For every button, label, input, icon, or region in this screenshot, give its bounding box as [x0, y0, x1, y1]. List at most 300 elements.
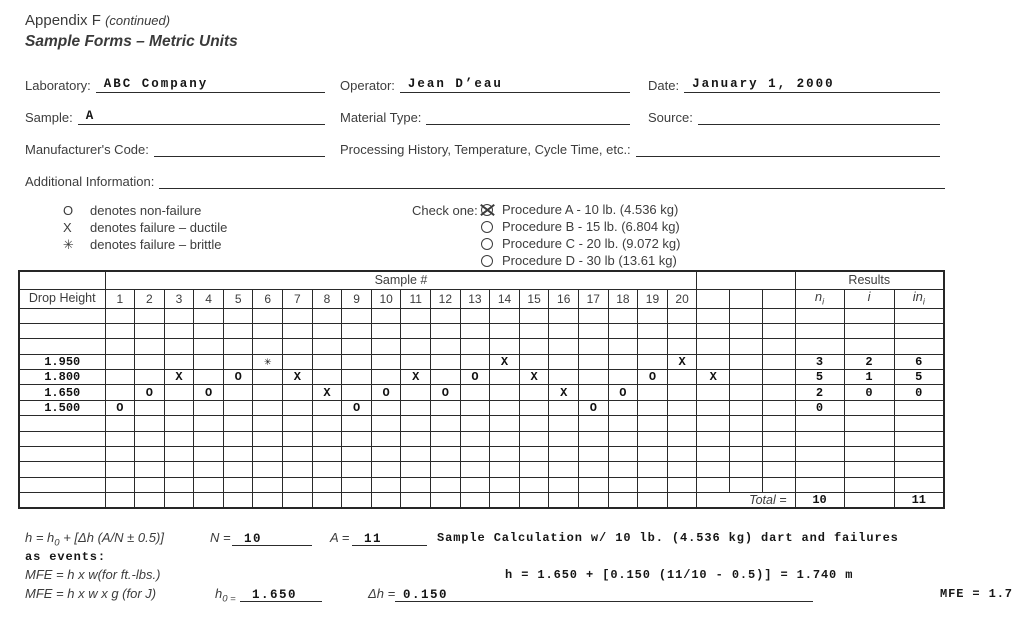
sample-cell: O — [579, 400, 609, 415]
sample-cell — [223, 308, 253, 323]
sample-cell — [135, 308, 165, 323]
sample-column-header: 14 — [490, 289, 520, 308]
sample-cell — [730, 447, 763, 462]
sample-cell — [490, 339, 520, 354]
result-cell — [844, 400, 894, 415]
sample-cell — [223, 431, 253, 446]
result-cell — [894, 431, 944, 446]
n-label: N = — [210, 530, 231, 545]
sample-cell — [697, 462, 730, 477]
sample-column-header: 6 — [253, 289, 283, 308]
drop-height-cell — [19, 477, 105, 492]
field-sample — [25, 108, 325, 125]
sample-cell — [253, 416, 283, 431]
sample-cell — [730, 370, 763, 385]
sample-value: A — [85, 109, 96, 123]
sample-cell — [460, 477, 490, 492]
date-label: Date: — [648, 78, 680, 93]
sample-cell — [460, 385, 490, 400]
sample-cell — [371, 462, 401, 477]
sample-cell — [283, 339, 313, 354]
total-cell: 11 — [894, 493, 944, 508]
results-column-header: $in_i$ — [894, 289, 944, 308]
sample-column-header: 13 — [460, 289, 490, 308]
sample-cell — [667, 477, 697, 492]
sample-cell — [105, 493, 135, 508]
sample-cell — [762, 339, 795, 354]
drop-height-cell: 1.650 — [19, 385, 105, 400]
sample-cell — [697, 431, 730, 446]
sample-cell — [164, 308, 194, 323]
sample-column-header: 10 — [371, 289, 401, 308]
sample-cell — [312, 370, 342, 385]
sample-cell — [460, 431, 490, 446]
result-cell: 0 — [844, 385, 894, 400]
sample-cell — [371, 323, 401, 338]
sample-cell — [608, 370, 638, 385]
sample-cell — [519, 400, 549, 415]
sample-cell — [371, 431, 401, 446]
sample-cell — [312, 339, 342, 354]
sample-cell — [194, 370, 224, 385]
sample-cell: X — [490, 354, 520, 369]
staircase-formula — [25, 530, 164, 549]
result-cell — [795, 447, 844, 462]
sample-cell — [730, 400, 763, 415]
total-label: Total = — [697, 493, 795, 508]
sample-cell — [105, 385, 135, 400]
sample-column-header: 19 — [638, 289, 668, 308]
total-cell — [844, 493, 894, 508]
sample-calculation-title-cont: as events: — [25, 550, 107, 564]
sample-cell — [697, 323, 730, 338]
sample-cell — [697, 385, 730, 400]
sample-cell — [401, 339, 431, 354]
sample-column-header: 12 — [431, 289, 461, 308]
sample-cell — [253, 308, 283, 323]
sample-cell — [730, 477, 763, 492]
sample-cell — [638, 323, 668, 338]
drop-height-cell — [19, 308, 105, 323]
sample-cell — [401, 308, 431, 323]
a-value: 11 — [364, 532, 383, 546]
sample-cell: X — [312, 385, 342, 400]
sample-cell — [460, 447, 490, 462]
sample-cell — [730, 462, 763, 477]
sample-cell — [431, 339, 461, 354]
drop-height-cell — [19, 416, 105, 431]
sample-cell — [105, 370, 135, 385]
laboratory-line — [96, 75, 325, 93]
sample-cell — [730, 308, 763, 323]
sample-cell — [371, 493, 401, 508]
operator-value: Jean D’eau — [407, 77, 503, 91]
sample-cell — [667, 462, 697, 477]
field-date — [648, 76, 940, 93]
result-cell — [894, 339, 944, 354]
sample-cell: X — [283, 370, 313, 385]
sample-cell — [105, 354, 135, 369]
sample-cell — [223, 447, 253, 462]
sample-cell: O — [608, 385, 638, 400]
sample-cell: X — [697, 370, 730, 385]
result-cell: 2 — [844, 354, 894, 369]
sample-cell — [638, 400, 668, 415]
sample-cell — [135, 447, 165, 462]
sample-cell — [105, 308, 135, 323]
sample-cell — [762, 431, 795, 446]
sample-cell — [312, 400, 342, 415]
result-cell — [844, 339, 894, 354]
sample-cell — [490, 462, 520, 477]
sample-cell — [431, 370, 461, 385]
sample-cell — [401, 477, 431, 492]
legend-item — [63, 220, 227, 235]
sample-cell: X — [519, 370, 549, 385]
result-cell: 0 — [894, 385, 944, 400]
procedure-option-text: Procedure A - 10 lb. (4.536 kg) — [502, 202, 679, 217]
sample-cell — [431, 493, 461, 508]
result-cell — [894, 416, 944, 431]
drop-height-cell — [19, 493, 105, 508]
additional-information-line — [159, 171, 945, 189]
result-cell — [795, 339, 844, 354]
sample-cell — [460, 354, 490, 369]
sample-cell: X — [164, 370, 194, 385]
sample-cell — [223, 493, 253, 508]
sample-cell — [223, 323, 253, 338]
legend-symbol: X — [63, 220, 72, 235]
sample-cell — [519, 339, 549, 354]
sample-cell — [342, 339, 372, 354]
sample-cell — [490, 308, 520, 323]
sample-cell — [519, 354, 549, 369]
sample-cell: X — [549, 385, 579, 400]
sample-cell — [667, 416, 697, 431]
sample-cell — [579, 431, 609, 446]
sample-cell — [342, 462, 372, 477]
result-cell: 6 — [894, 354, 944, 369]
sample-cell — [164, 447, 194, 462]
a-label: A = — [330, 530, 350, 545]
sample-cell — [223, 462, 253, 477]
sample-cell — [667, 493, 697, 508]
result-cell — [795, 416, 844, 431]
field-operator — [340, 76, 630, 93]
sample-cell — [223, 354, 253, 369]
sample-cell — [164, 462, 194, 477]
sample-cell — [135, 354, 165, 369]
result-cell — [894, 323, 944, 338]
sample-cell — [667, 447, 697, 462]
sample-cell — [431, 431, 461, 446]
sample-cell — [460, 339, 490, 354]
sample-cell — [253, 370, 283, 385]
sample-column-header: 5 — [223, 289, 253, 308]
sample-cell — [519, 416, 549, 431]
sample-cell — [135, 493, 165, 508]
result-cell — [894, 462, 944, 477]
formula-text: + [Δh (A/N ± 0.5)] — [59, 530, 164, 545]
legend-text: denotes failure – brittle — [90, 237, 222, 252]
sample-cell — [638, 431, 668, 446]
sample-cell — [638, 493, 668, 508]
sample-cell — [730, 339, 763, 354]
result-cell — [844, 323, 894, 338]
sample-column-header: 11 — [401, 289, 431, 308]
sample-cell — [697, 339, 730, 354]
sample-cell — [608, 339, 638, 354]
sample-cell — [135, 416, 165, 431]
sample-cell — [608, 323, 638, 338]
sample-cell — [460, 308, 490, 323]
sample-cell — [519, 431, 549, 446]
sample-cell — [342, 416, 372, 431]
sample-column-header: 15 — [519, 289, 549, 308]
sample-cell: O — [194, 385, 224, 400]
sample-cell — [253, 431, 283, 446]
sample-cell — [194, 462, 224, 477]
sample-cell — [431, 323, 461, 338]
sample-cell — [283, 385, 313, 400]
sample-cell — [194, 323, 224, 338]
sample-cell — [283, 493, 313, 508]
procedure-option-text: Procedure B - 15 lb. (6.804 kg) — [502, 219, 680, 234]
legend-text: denotes failure – ductile — [90, 220, 228, 235]
sample-cell — [253, 493, 283, 508]
sample-cell — [342, 493, 372, 508]
sample-cell — [223, 477, 253, 492]
sample-cell — [371, 400, 401, 415]
sample-cell — [608, 493, 638, 508]
sample-cell — [342, 431, 372, 446]
sample-cell — [519, 447, 549, 462]
sample-cell — [164, 477, 194, 492]
sample-cell — [762, 354, 795, 369]
result-cell: 3 — [795, 354, 844, 369]
sample-cell: X — [667, 354, 697, 369]
result-cell — [844, 462, 894, 477]
appendix-title: Appendix F — [25, 12, 101, 29]
sample-cell — [460, 400, 490, 415]
drop-height-cell: 1.500 — [19, 400, 105, 415]
sample-cell — [223, 416, 253, 431]
sample-cell — [253, 447, 283, 462]
sample-cell — [283, 447, 313, 462]
spacer-header — [697, 271, 795, 289]
sample-cell — [579, 462, 609, 477]
corner-cell — [19, 271, 105, 289]
sample-cell — [608, 462, 638, 477]
sample-cell — [460, 323, 490, 338]
sample-cell — [549, 308, 579, 323]
sample-cell — [549, 431, 579, 446]
sample-cell — [223, 400, 253, 415]
manufacturers-code-label: Manufacturer's Code: — [25, 142, 149, 157]
sample-cell — [519, 462, 549, 477]
laboratory-label: Laboratory: — [25, 78, 91, 93]
sample-cell — [312, 431, 342, 446]
formula-subscript: 0 — [54, 537, 60, 549]
material-type-line — [426, 107, 630, 125]
sample-cell — [762, 416, 795, 431]
sample-cell — [431, 354, 461, 369]
radio-circle-icon — [481, 255, 493, 267]
sample-cell — [638, 462, 668, 477]
sample-cell — [371, 447, 401, 462]
sample-cell — [549, 370, 579, 385]
sample-cell — [401, 431, 431, 446]
radio-circle-icon — [481, 221, 493, 233]
sample-column-header: 7 — [283, 289, 313, 308]
sample-cell — [253, 323, 283, 338]
sample-cell — [638, 354, 668, 369]
additional-information-value — [159, 187, 167, 188]
sample-cell — [164, 493, 194, 508]
sample-column-header: 8 — [312, 289, 342, 308]
sample-cell — [549, 447, 579, 462]
result-cell: 2 — [795, 385, 844, 400]
field-processing-history — [340, 140, 940, 157]
sample-cell — [490, 431, 520, 446]
result-cell — [894, 400, 944, 415]
sample-cell — [312, 308, 342, 323]
sample-line — [78, 107, 325, 125]
h0-value: 1.650 — [252, 588, 298, 602]
field-source — [648, 108, 940, 125]
date-line — [684, 75, 940, 93]
field-laboratory — [25, 76, 325, 93]
sample-cell — [762, 308, 795, 323]
sample-cell — [549, 354, 579, 369]
field-additional-information — [25, 172, 945, 189]
sample-cell — [135, 339, 165, 354]
sample-cell — [194, 431, 224, 446]
sample-cell: O — [638, 370, 668, 385]
extra-column-header — [697, 289, 730, 308]
sample-cell: O — [342, 400, 372, 415]
source-label: Source: — [648, 110, 693, 125]
sample-cell — [342, 477, 372, 492]
result-cell: 0 — [795, 400, 844, 415]
sample-cell — [697, 447, 730, 462]
sample-cell — [105, 323, 135, 338]
sample-cell — [194, 400, 224, 415]
sample-cell — [283, 400, 313, 415]
h0-value-line — [240, 585, 322, 602]
sample-cell: O — [105, 400, 135, 415]
sample-cell — [667, 431, 697, 446]
sample-cell — [194, 416, 224, 431]
result-cell — [795, 431, 844, 446]
sample-cell — [164, 385, 194, 400]
sample-cell — [194, 447, 224, 462]
result-cell — [844, 447, 894, 462]
page-subtitle: Sample Forms – Metric Units — [25, 33, 238, 50]
sample-cell — [667, 339, 697, 354]
sample-cell: O — [460, 370, 490, 385]
result-cell — [844, 308, 894, 323]
sample-cell — [105, 447, 135, 462]
procedure-option-text: Procedure C - 20 lb. (9.072 kg) — [502, 236, 681, 251]
results-header: Results — [795, 271, 944, 289]
sample-cell — [579, 354, 609, 369]
field-manufacturers-code — [25, 140, 325, 157]
page-title — [25, 12, 170, 29]
sample-cell — [135, 323, 165, 338]
sample-cell — [105, 416, 135, 431]
radio-checked-icon — [481, 204, 493, 216]
sample-cell — [460, 462, 490, 477]
sample-cell — [194, 308, 224, 323]
sample-cell — [431, 308, 461, 323]
sample-cell — [312, 323, 342, 338]
sample-cell — [283, 431, 313, 446]
sample-cell — [667, 308, 697, 323]
sample-cell — [401, 416, 431, 431]
formula-text: h = h — [25, 530, 55, 545]
sample-cell — [762, 447, 795, 462]
sample-cell — [253, 462, 283, 477]
sample-cell — [312, 477, 342, 492]
sample-cell — [253, 339, 283, 354]
sample-cell: O — [135, 385, 165, 400]
sample-column-header: 4 — [194, 289, 224, 308]
sample-cell — [401, 462, 431, 477]
sample-cell — [638, 447, 668, 462]
mfe-ftlbs-formula: MFE = h x w(for ft.-lbs.) — [25, 567, 161, 582]
sample-cell — [490, 493, 520, 508]
manufacturers-code-value — [154, 155, 162, 156]
sample-cell — [105, 477, 135, 492]
sample-cell — [697, 400, 730, 415]
results-column-header: i — [844, 289, 894, 308]
sample-cell — [105, 431, 135, 446]
result-cell: 5 — [894, 370, 944, 385]
sample-cell — [401, 354, 431, 369]
h0-label — [215, 586, 236, 605]
sample-cell — [253, 385, 283, 400]
sample-cell — [549, 400, 579, 415]
mfe-joules-formula: MFE = h x w x g (for J) — [25, 586, 157, 601]
sample-column-header: 3 — [164, 289, 194, 308]
sample-cell — [667, 385, 697, 400]
sample-cell — [164, 323, 194, 338]
sample-cell — [135, 370, 165, 385]
field-material-type — [340, 108, 630, 125]
procedure-option-text: Procedure D - 30 lb (13.61 kg) — [502, 253, 677, 268]
sample-column-header: 18 — [608, 289, 638, 308]
sample-cell — [608, 354, 638, 369]
sample-cell — [490, 323, 520, 338]
sample-cell — [519, 477, 549, 492]
sample-cell — [490, 477, 520, 492]
sample-cell — [283, 477, 313, 492]
delta-h-value: 0.150 — [403, 588, 449, 602]
sample-cell — [730, 416, 763, 431]
sample-cell — [342, 354, 372, 369]
sample-cell — [638, 308, 668, 323]
source-line — [698, 107, 940, 125]
operator-line — [400, 75, 630, 93]
sample-cell — [519, 493, 549, 508]
result-cell — [844, 431, 894, 446]
sample-cell — [579, 339, 609, 354]
sample-cell — [762, 323, 795, 338]
radio-circle-icon — [481, 238, 493, 250]
sample-cell — [371, 308, 401, 323]
sample-cell — [135, 477, 165, 492]
